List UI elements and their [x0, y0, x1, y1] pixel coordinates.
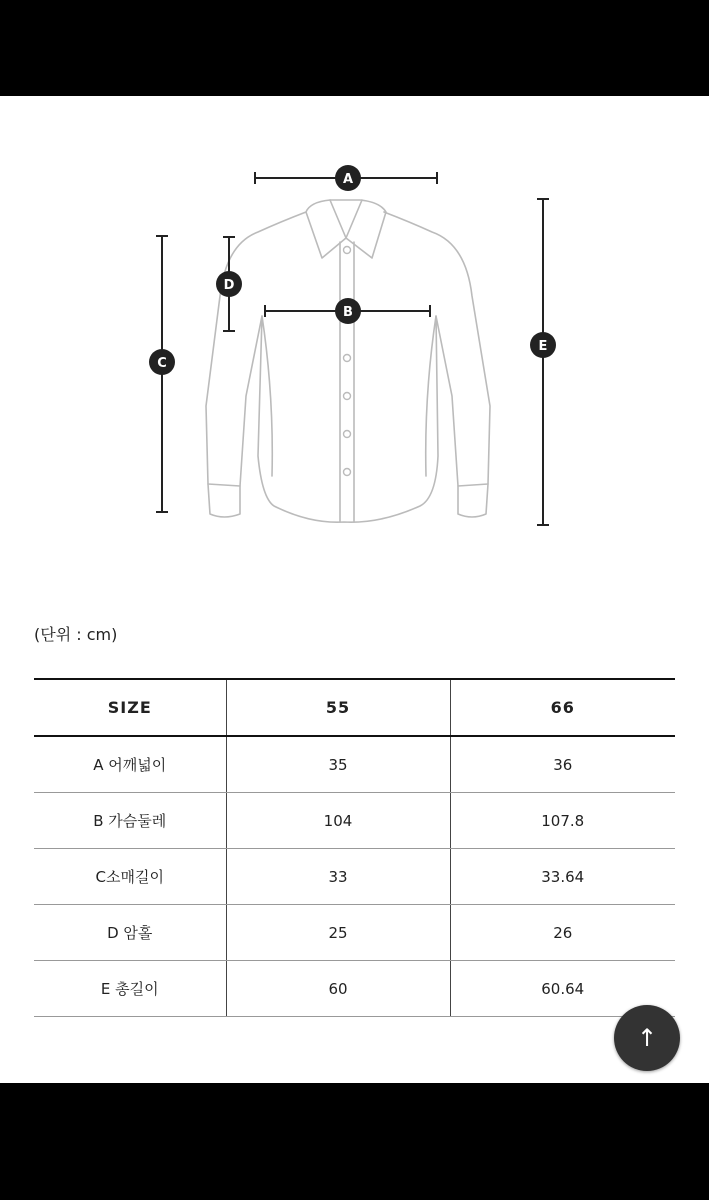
size-table [34, 678, 675, 1017]
row-value-66: 26 [450, 905, 675, 961]
scroll-to-top-button[interactable] [614, 1005, 680, 1071]
svg-text:A: A [342, 172, 354, 187]
row-value-66: 36 [450, 736, 675, 793]
row-value-55: 35 [226, 736, 450, 793]
svg-text:E: E [538, 339, 548, 354]
header-55: 55 [226, 679, 450, 736]
marker-a [335, 165, 361, 191]
svg-text:C: C [157, 356, 167, 371]
measure-line-e [537, 199, 549, 525]
table-header-row [34, 679, 675, 736]
row-value-55: 60 [226, 961, 450, 1017]
shirt-button [344, 247, 351, 254]
marker-d [216, 271, 242, 297]
row-label: C소매길이 [34, 849, 226, 905]
shirt-button [344, 355, 351, 362]
table-row [34, 849, 675, 905]
shirt-button [344, 469, 351, 476]
header-66: 66 [450, 679, 675, 736]
table-row [34, 905, 675, 961]
table-row [34, 793, 675, 849]
bottom-black-bar [0, 1083, 709, 1200]
row-label: D 암홀 [34, 905, 226, 961]
shirt-button [344, 393, 351, 400]
row-value-66: 33.64 [450, 849, 675, 905]
marker-e [530, 332, 556, 358]
row-value-66: 107.8 [450, 793, 675, 849]
marker-b [335, 298, 361, 324]
table-row [34, 961, 675, 1017]
shirt-collar [306, 200, 386, 258]
row-label: E 총길이 [34, 961, 226, 1017]
top-black-bar [0, 0, 709, 96]
row-value-66: 60.64 [450, 961, 675, 1017]
row-label: B 가슴둘레 [34, 793, 226, 849]
unit-note: (단위 : cm) [34, 625, 118, 644]
svg-text:B: B [343, 305, 353, 320]
row-label: A 어깨넓이 [34, 736, 226, 793]
table-row [34, 736, 675, 793]
svg-text:D: D [223, 278, 235, 293]
marker-c [149, 349, 175, 375]
row-value-55: 104 [226, 793, 450, 849]
shirt-button [344, 431, 351, 438]
header-size: SIZE [34, 679, 226, 736]
shirt-measurement-diagram [0, 96, 709, 596]
row-value-55: 33 [226, 849, 450, 905]
page-content [0, 96, 709, 1083]
row-value-55: 25 [226, 905, 450, 961]
arrow-up-icon: ↑ [636, 1024, 658, 1052]
